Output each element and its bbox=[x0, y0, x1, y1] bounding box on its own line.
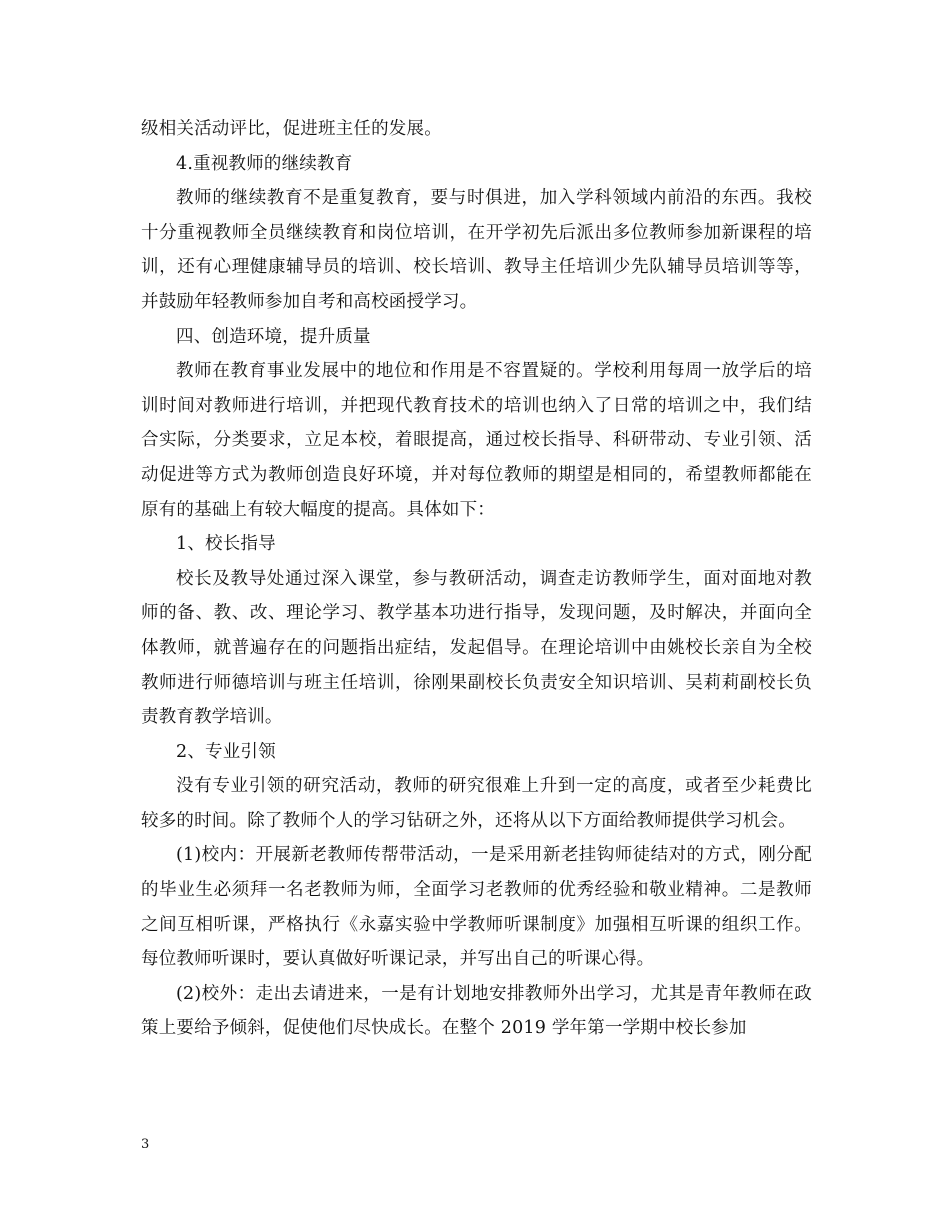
subheading-professional-leadership: 2、专业引领 bbox=[176, 741, 276, 762]
document-body bbox=[141, 112, 812, 1046]
page-number: 3 bbox=[141, 1137, 150, 1152]
paragraph-out-of-school: (2)校外：走出去请进来，一是有计划地安排教师外出学习，尤其是青年教师在政策上要给予倾斜，促使他们尽快成长。在整个 2019 学年第一学期中校长参加 bbox=[141, 983, 812, 1039]
subheading-principal-guidance: 1、校长指导 bbox=[176, 534, 276, 555]
paragraph-in-school: (1)校内：开展新老教师传帮带活动，一是采用新老挂钩师徒结对的方式，刚分配的毕业生必须拜一名老教师为师，全面学习老教师的优秀经验和敬业精神。二是教师之间互相听课，严格执行《永嘉实验中学教师听课制度》加强相互听课的组织工作。每位教师听课时，要认真做好听课记录，并写出自己的听课心得。 bbox=[141, 845, 812, 970]
section-heading-environment-quality: 四、创造环境，提升质量 bbox=[176, 326, 371, 347]
section-heading-continuing-education: 4.重视教师的继续教育 bbox=[176, 153, 353, 174]
paragraph-continuing-education: 教师的继续教育不是重复教育，要与时俱进，加入学科领域内前沿的东西。我校十分重视教师全员继续教育和岗位培训，在开学初先后派出多位教师参加新课程的培训，还有心理健康辅导员的培训、校长培训、教导主任培训少先队辅导员培训等等，并鼓励年轻教师参加自考和高校函授学习。 bbox=[141, 188, 812, 312]
paragraph-professional-leadership: 没有专业引领的研究活动，教师的研究很难上升到一定的高度，或者至少耗费比较多的时间。除了教师个人的学习钻研之外，还将从以下方面给教师提供学习机会。 bbox=[141, 776, 812, 831]
paragraph-1: 级相关活动评比，促进班主任的发展。 bbox=[141, 119, 442, 139]
paragraph-environment-quality: 教师在教育事业发展中的地位和作用是不容置疑的。学校利用每周一放学后的培训时间对教师进行培训，并把现代教育技术的培训也纳入了日常的培训之中，我们结合实际，分类要求，立足本校，着眼提高，通过校长指导、科研带动、专业引领、活动促进等方式为教师创造良好环境，并对每位教师的期望是相同的，希望教师都能在原有的基础上有较大幅度的提高。具体如下： bbox=[141, 361, 812, 520]
paragraph-principal-guidance: 校长及教导处通过深入课堂，参与教研活动，调查走访教师学生，面对面地对教师的备、教、改、理论学习、教学基本功进行指导，发现问题，及时解决，并面向全体教师，就普遍存在的问题指出症结，发起倡导。在理论培训中由姚校长亲自为全校教师进行师德培训与班主任培训，徐刚果副校长负责安全知识培训、吴莉莉副校长负责教育教学培训。 bbox=[141, 568, 812, 728]
